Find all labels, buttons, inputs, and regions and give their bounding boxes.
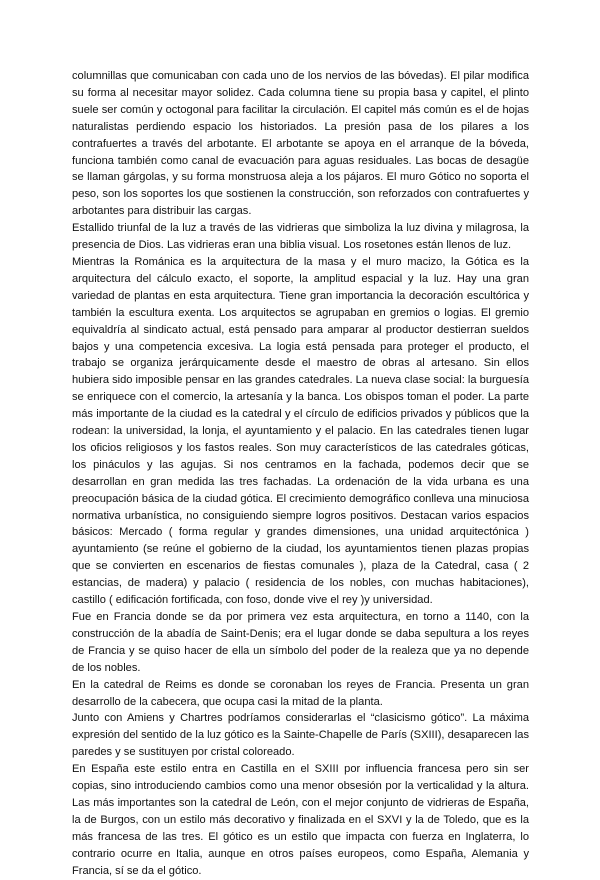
- paragraph-gothic-supports: columnillas que comunicaban con cada uno de los nervios de las bóvedas). El pilar modifica su forma al necesitar mayor solidez. Cada columna tiene su propia basa y capitel, el plinto suele ser común y octogonal para facilitar la circulación. El capitel más común es el de hojas naturalistas perdiendo espacio los historiados. La presión pasa de los pilares a los contrafuertes a través del arbotante. El arbotante se apoya en el arranque de la bóveda, funciona también como canal de evacuación para aguas residuales. Las bocas de desagüe se llaman gárgolas, y su forma monstruosa aleja a los pájaros. El muro Gótico no soporta el peso, son los soportes los que sostienen la construcción, son reforzados con contrafuertes y arbotantes para distribuir las cargas.: [72, 70, 529, 218]
- paragraph-stained-glass: Estallido triunfal de la luz a través de las vidrieras que simboliza la luz divina y milagrosa, la presencia de Dios. Las vidrieras eran una biblia visual. Los rosetones están llenos de luz.: [72, 222, 529, 252]
- paragraph-sainte-chapelle: Junto con Amiens y Chartres podríamos considerarlas el “clasicismo gótico”. La máxima expresión del sentido de la luz gótico es la Sainte-Chapelle de París (SXIII), desaparecen las paredes y se sustituyen por cristal coloreado.: [72, 712, 529, 759]
- paragraph-saint-denis: Fue en Francia donde se da por primera vez esta arquitectura, en torno a 1140, con la construcción de la abadía de Saint-Denis; era el lugar donde se daba sepultura a los reyes de Francia y se quiso hacer de ella un símbolo del poder de la realeza que ya no depende de los nobles.: [72, 611, 529, 674]
- paragraph-gothic-city: Mientras la Románica es la arquitectura de la masa y el muro macizo, la Gótica es la arquitectura del cálculo exacto, el soporte, la amplitud espacial y la luz. Hay una gran variedad de plantas en esta arquitectura. Tiene gran importancia la decoración escultórica y también la escultura exenta. Los arquitectos se agrupaban en gremios o logias. El gremio equivaldría al sindicato actual, está pensado para amparar al productor destierran sueldos bajos y una competencia excesiva. La logia está pensada para proteger el producto, el trabajo se organiza jerárquicamente desde el maestro de obras al artesano. Sin ellos hubiera sido imposible pensar en las grandes catedrales. La nueva clase social: la burguesía se enriquece con el comercio, la artesanía y la banca. Los obispos toman el poder. La parte más importante de la ciudad es la catedral y el círculo de edificios privados y públicos que la rodean: la universidad, la lonja, el ayuntamiento y el palacio. En las catedrales tienen lugar los oficios religiosos y los fastos reales. Son muy característicos de las catedrales góticas, los pináculos y las agujas. Si nos centramos en la fachada, podemos decir que se desarrollan en gran medida las tres fachadas. La ordenación de la vida urbana es una preocupación básica de la ciudad gótica. El crecimiento demográfico conlleva una minuciosa normativa urbanística, no consiguiendo siempre logros positivos. Destacan varios espacios básicos: Mercado ( forma regular y grandes dimensiones, una unidad arquitectónica ) ayuntamiento (se reúne el gobierno de la ciudad, los ayuntamientos tienen plazas propias que se convierten en escenarios de fiestas comunales ), plaza de la Catedral, casa ( 2 estancias, de madera) y palacio ( residencia de los nobles, con muchas habitaciones), castillo ( edificación fortificada, con foso, donde vive el rey )y universidad.: [72, 255, 529, 607]
- paragraph-reims: En la catedral de Reims es donde se coronaban los reyes de Francia. Presenta un gran desarrollo de la cabecera, que ocupa casi la mitad de la planta.: [72, 678, 529, 708]
- paragraph-spain: En España este estilo entra en Castilla en el SXIII por influencia francesa pero sin ser copias, sino introduciendo cambios como una menor obsesión por la verticalidad y la altura. Las más importantes son la catedral de León, con el mejor conjunto de vidrieras de España, la de Burgos, con un estilo más decorativo y finalizada en el SXVI y la de Toledo, que es la más francesa de las tres. El gótico es un estilo que impacta con fuerza en Inglaterra, lo contrario ocurre en Italia, aunque en otros países europeos, como España, Alemania y Francia, sí se da el gótico.: [72, 763, 529, 877]
